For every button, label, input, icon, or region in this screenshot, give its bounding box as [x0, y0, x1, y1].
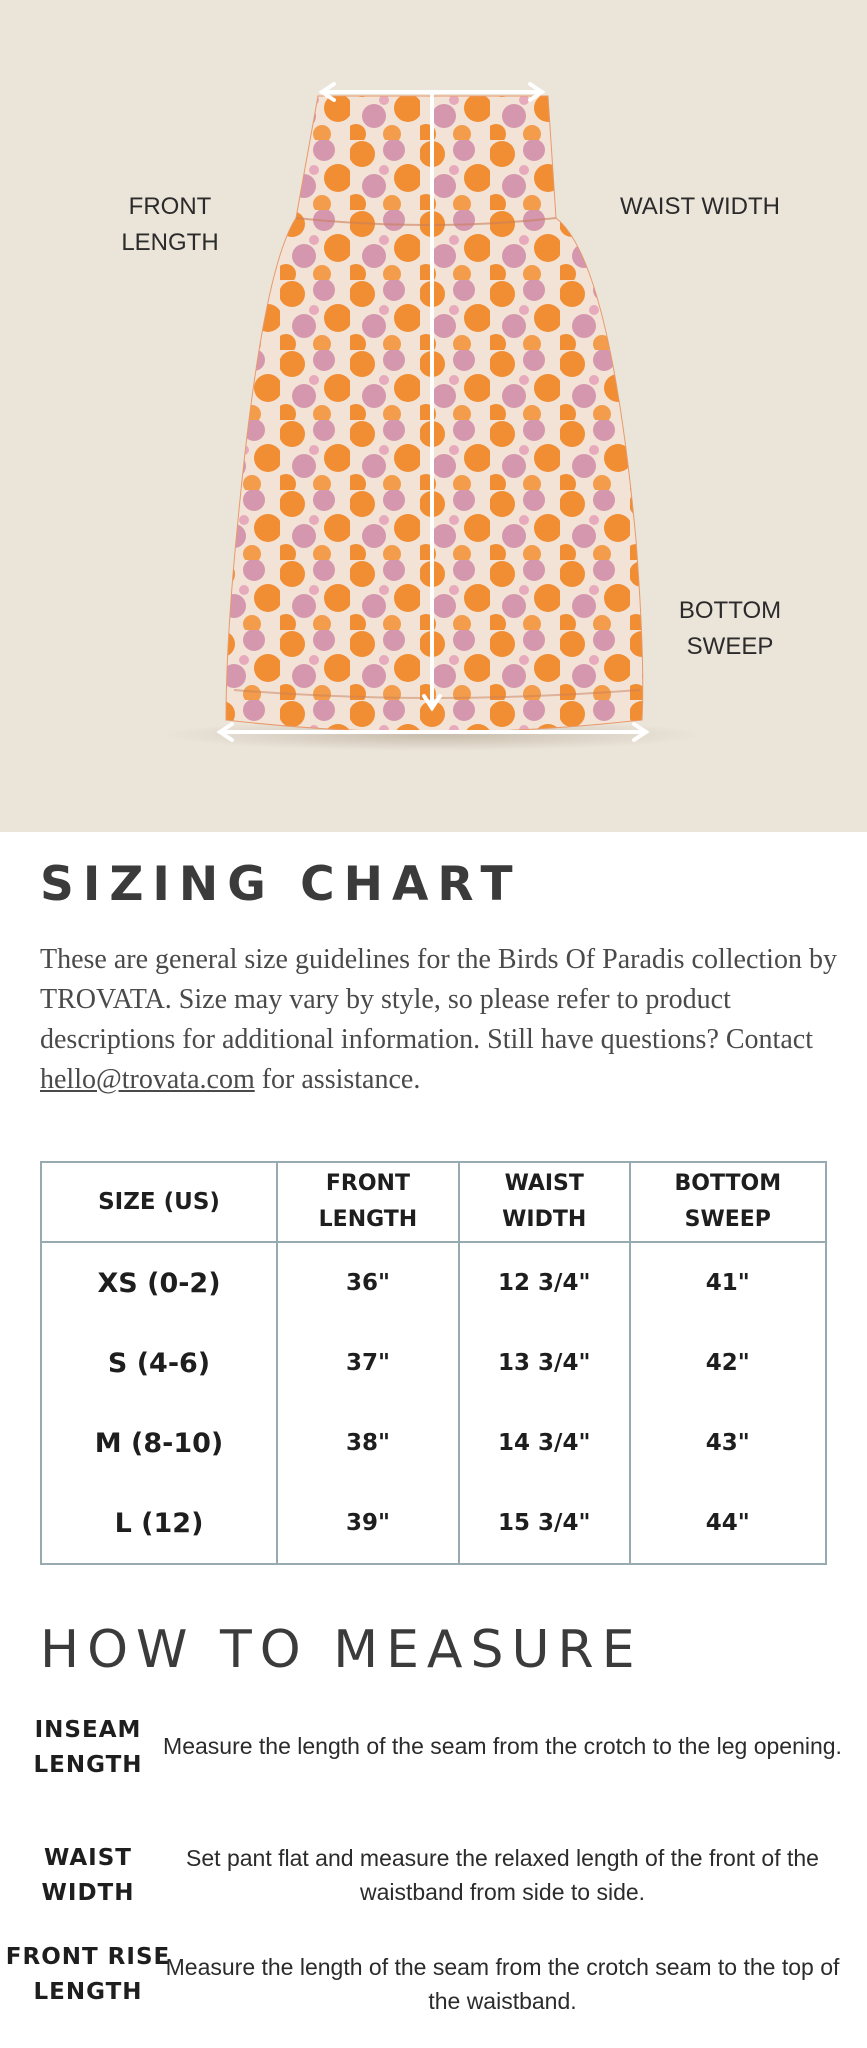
intro-text: These are general size guidelines for the Birds Of Paradis collection by TROVATA. Size may vary by style, so please refer to product descriptions for additional information. Still have questions? Contact — [40, 944, 837, 1055]
bottom-sweep-cell: 43" — [630, 1403, 826, 1483]
how-to-measure-title: HOW TO MEASURE — [40, 1620, 643, 1680]
waist-width-label: WAIST WIDTH — [620, 193, 780, 220]
table-row — [41, 1323, 826, 1403]
size-table — [40, 1161, 827, 1565]
contact-email-link[interactable]: hello@trovata.com — [40, 1064, 255, 1095]
product-diagram — [0, 0, 867, 832]
front-length-label: FRONT LENGTH — [121, 193, 219, 256]
table-header-row — [41, 1162, 826, 1242]
waist-width-cell: 13 3/4" — [459, 1323, 630, 1403]
front-length-cell: 37" — [277, 1323, 459, 1403]
skirt-illustration — [0, 0, 867, 832]
waist-width-cell: 14 3/4" — [459, 1403, 630, 1483]
measure-term: FRONT RISE LENGTH — [5, 1944, 171, 2005]
measure-term: INSEAM LENGTH — [33, 1717, 143, 1778]
front-length-cell: 38" — [277, 1403, 459, 1483]
measure-term: WAIST WIDTH — [41, 1845, 135, 1906]
waist-width-cell: 12 3/4" — [459, 1242, 630, 1323]
table-row — [41, 1483, 826, 1564]
bottom-sweep-cell: 42" — [630, 1323, 826, 1403]
size-cell: M (8-10) — [41, 1403, 277, 1483]
measure-description: Measure the length of the seam from the crotch to the leg opening. — [163, 1733, 842, 1759]
measure-description: Measure the length of the seam from the crotch seam to the top of the waistband. — [165, 1954, 840, 2014]
header-bottom-sweep: BOTTOM SWEEP — [630, 1162, 826, 1242]
header-size: SIZE (US) — [41, 1162, 277, 1242]
sizing-intro — [40, 940, 840, 1100]
front-length-cell: 36" — [277, 1242, 459, 1323]
header-waist-width: WAIST WIDTH — [459, 1162, 630, 1242]
header-front-length: FRONT LENGTH — [277, 1162, 459, 1242]
bottom-sweep-cell: 41" — [630, 1242, 826, 1323]
waist-width-cell: 15 3/4" — [459, 1483, 630, 1564]
measure-description: Set pant flat and measure the relaxed length of the front of the waistband from side to side. — [186, 1845, 819, 1905]
table-row — [41, 1403, 826, 1483]
size-cell: L (12) — [41, 1483, 277, 1564]
front-length-cell: 39" — [277, 1483, 459, 1564]
intro-suffix: for assistance. — [254, 1064, 421, 1095]
skirt-body — [226, 96, 643, 732]
size-cell: S (4-6) — [41, 1323, 277, 1403]
table-row — [41, 1242, 826, 1323]
sizing-chart-title: SIZING CHART — [40, 857, 522, 912]
size-cell: XS (0-2) — [41, 1242, 277, 1323]
bottom-sweep-cell: 44" — [630, 1483, 826, 1564]
bottom-sweep-label: BOTTOM SWEEP — [678, 597, 782, 660]
